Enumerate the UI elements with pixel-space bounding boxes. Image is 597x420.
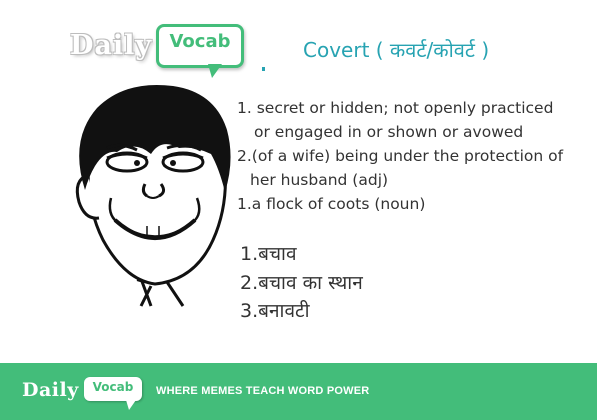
definition-line: or engaged in or shown or avowed [254,123,524,141]
daily-vocab-logo [70,24,245,82]
definitions-list [237,96,592,216]
definition-line: her husband (adj) [250,171,389,189]
definition-item [237,96,592,144]
word-title: Covert ( कवर्ट/कोवर्ट ) [303,38,490,62]
hindi-meaning-item: 2.बचाव का स्थान [240,271,363,294]
footer-tagline: WHERE MEMES TEACH WORD POWER [156,385,370,397]
definition-line: 2.(of a wife) being under the protection of [237,147,564,165]
logo-daily-text: Daily [70,30,153,61]
logo-speech-bubble [156,24,244,68]
logo-vocab-text: Vocab [169,31,231,52]
meme-face-icon [55,80,240,310]
footer-vocab-text: Vocab [92,380,134,394]
definition-item [237,192,592,216]
footer-daily-text: Daily [22,379,79,401]
logo-bubble-tail [208,64,222,78]
decorative-mark [262,67,265,71]
definition-line: 1.a flock of coots (noun) [237,195,426,213]
definition-line: 1. secret or hidden; not openly practiced [237,99,554,117]
footer-bar [0,363,597,420]
definition-item [237,144,592,192]
footer-bubble-tail [126,400,136,410]
hindi-meanings [240,240,363,326]
hindi-meaning-item: 1.बचाव [240,243,297,265]
footer-speech-bubble [84,377,142,401]
hindi-meaning-item: 3.बनावटी [240,300,310,322]
